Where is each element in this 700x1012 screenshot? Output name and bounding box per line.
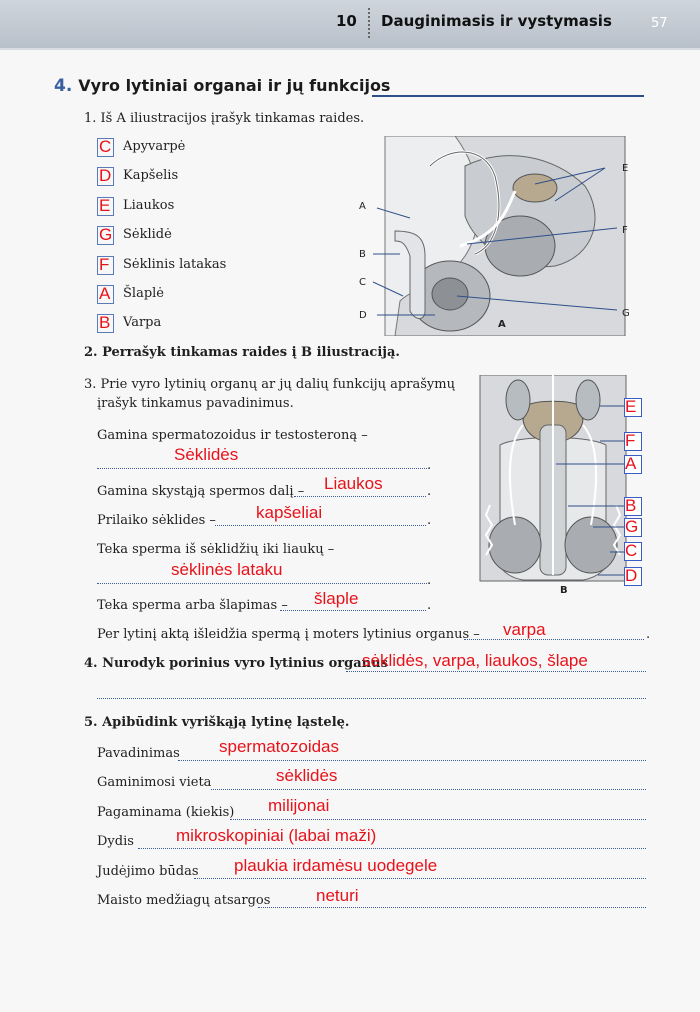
chapter-number: 10 [336, 12, 357, 30]
q3-row-5-answer[interactable]: šlaple [314, 589, 359, 608]
q3-row-4-end: . [427, 573, 432, 588]
q1-prompt: 1. Iš A iliustracijos įrašyk tinkamas raides. [84, 111, 365, 126]
figure-a-caption: A [498, 319, 506, 330]
q3-row-6-answer[interactable]: varpa [503, 620, 546, 639]
chapter-title: Dauginimasis ir vystymasis [381, 12, 612, 30]
q1-answer-letter: C [99, 137, 112, 156]
page-number: 57 [651, 16, 668, 31]
q5-row-answer[interactable]: plaukia irdamėsu uodegele [234, 856, 438, 875]
q1-item-label: Apyvarpė [123, 139, 186, 154]
figure-a-label: E [622, 163, 629, 174]
q5-row-line [178, 760, 646, 761]
q3-row-2-text: Gamina skystąją spermos dalį – [97, 484, 305, 499]
q5-row-line [138, 848, 646, 849]
q1-answer-letter: A [99, 284, 111, 303]
q1-answer-letter: E [99, 196, 111, 215]
q3-row-2-answer[interactable]: Liaukos [324, 474, 383, 493]
q5-row-label: Pavadinimas [97, 746, 180, 761]
figure-b-caption: B [560, 585, 568, 596]
figure-a-label: D [359, 310, 367, 321]
section-underline [372, 95, 644, 97]
figure-b-answer-letter: A [625, 454, 637, 473]
q5-row-line [258, 907, 646, 908]
q3-row-1-end: . [427, 458, 432, 473]
figure-a-label: B [359, 249, 366, 260]
q5-row-line [211, 789, 646, 790]
figure-a-label: C [359, 277, 366, 288]
q1-item-label: Liaukos [123, 198, 175, 213]
q4-line-2 [97, 698, 646, 699]
q3-row-5-end: . [427, 598, 432, 613]
q5-row-line [194, 878, 646, 879]
q5-row-label: Pagaminama (kiekis) [97, 805, 235, 820]
q3-row-3-text: Prilaiko sėklides – [97, 513, 216, 528]
q3-prompt-line-2: įrašyk tinkamus pavadinimus. [97, 396, 294, 411]
section-title-text: Vyro lytiniai organai ir jų funkcijos [78, 76, 391, 95]
q3-prompt-line-1: 3. Prie vyro lytinių organų ar jų dalių funkcijų aprašymų [84, 377, 455, 392]
figure-a-diagram [355, 136, 655, 336]
q1-item-label: Varpa [123, 315, 162, 330]
figure-a-label: G [622, 308, 630, 319]
figure-b-diagram [478, 375, 628, 597]
q1-answer-letter: G [99, 225, 113, 244]
q3-row-1-text: Gamina spermatozoidus ir testosteroną – [97, 428, 368, 443]
q3-row-5-text: Teka sperma arba šlapimas – [97, 598, 288, 613]
q3-row-2-end: . [427, 484, 432, 499]
header-separator [368, 8, 370, 38]
q1-item-label: Šlaplė [123, 286, 164, 301]
figure-b-answer-letter: C [625, 541, 638, 560]
q3-row-3-line [215, 525, 426, 526]
q1-item-label: Kapšelis [123, 168, 179, 183]
figure-a-label: A [359, 201, 366, 212]
figure-b-answer-letter: B [625, 496, 637, 515]
q5-row-label: Dydis [97, 834, 134, 849]
q5-row-answer[interactable]: mikroskopiniai (labai maži) [176, 826, 377, 845]
q1-answer-letter: D [99, 166, 112, 185]
q3-row-4-answer[interactable]: sėklinės lataku [171, 560, 283, 579]
q5-row-label: Maisto medžiagų atsargos [97, 893, 271, 908]
q3-row-6-end: . [646, 627, 651, 642]
figure-b-answer-letter: G [625, 517, 639, 536]
page-header [0, 0, 700, 50]
figure-b-answer-letter: E [625, 397, 637, 416]
q3-row-4-line [97, 583, 427, 584]
q3-row-2-line [294, 496, 426, 497]
section-title [54, 76, 390, 96]
q5-row-line [230, 819, 646, 820]
q1-answer-letter: B [99, 313, 111, 332]
figure-a-label: F [622, 225, 628, 236]
figure-b-answer-letter: D [625, 566, 638, 585]
q3-row-5-line [280, 610, 426, 611]
q4-answer[interactable]: sėklidės, varpa, liaukos, šlape [362, 651, 588, 670]
q1-item-label: Sėklinis latakas [123, 257, 227, 272]
q3-row-4-text: Teka sperma iš sėklidžių iki liaukų – [97, 542, 335, 557]
q5-row-answer[interactable]: neturi [316, 886, 359, 905]
figure-b-answer-letter: F [625, 431, 636, 450]
q4-line-1 [346, 671, 646, 672]
q5-prompt: 5. Apibūdink vyriškąją lytinę ląstelę. [84, 715, 350, 730]
q3-row-3-answer[interactable]: kapšeliai [256, 503, 323, 522]
q3-row-1-line [97, 468, 427, 469]
q5-row-label: Gaminimosi vieta [97, 775, 212, 790]
section-number: 4. [54, 76, 73, 96]
q1-item-label: Sėklidė [123, 227, 172, 242]
q5-row-answer[interactable]: sėklidės [276, 766, 338, 785]
q5-row-label: Judėjimo būdas [97, 864, 199, 879]
q3-row-6-text: Per lytinį aktą išleidžia spermą į moters lytinius organus – [97, 627, 480, 642]
q3-row-1-answer[interactable]: Sėklidės [174, 445, 239, 464]
q5-row-answer[interactable]: spermatozoidas [219, 737, 340, 756]
q1-answer-letter: F [99, 255, 110, 274]
q5-row-answer[interactable]: milijonai [268, 796, 330, 815]
q3-row-6-line [464, 639, 644, 640]
q4-prompt: 4. Nurodyk porinius vyro lytinius organus [84, 656, 388, 671]
q2-prompt: 2. Perrašyk tinkamas raides į B iliustraciją. [84, 345, 400, 360]
q3-row-3-end: . [427, 513, 432, 528]
